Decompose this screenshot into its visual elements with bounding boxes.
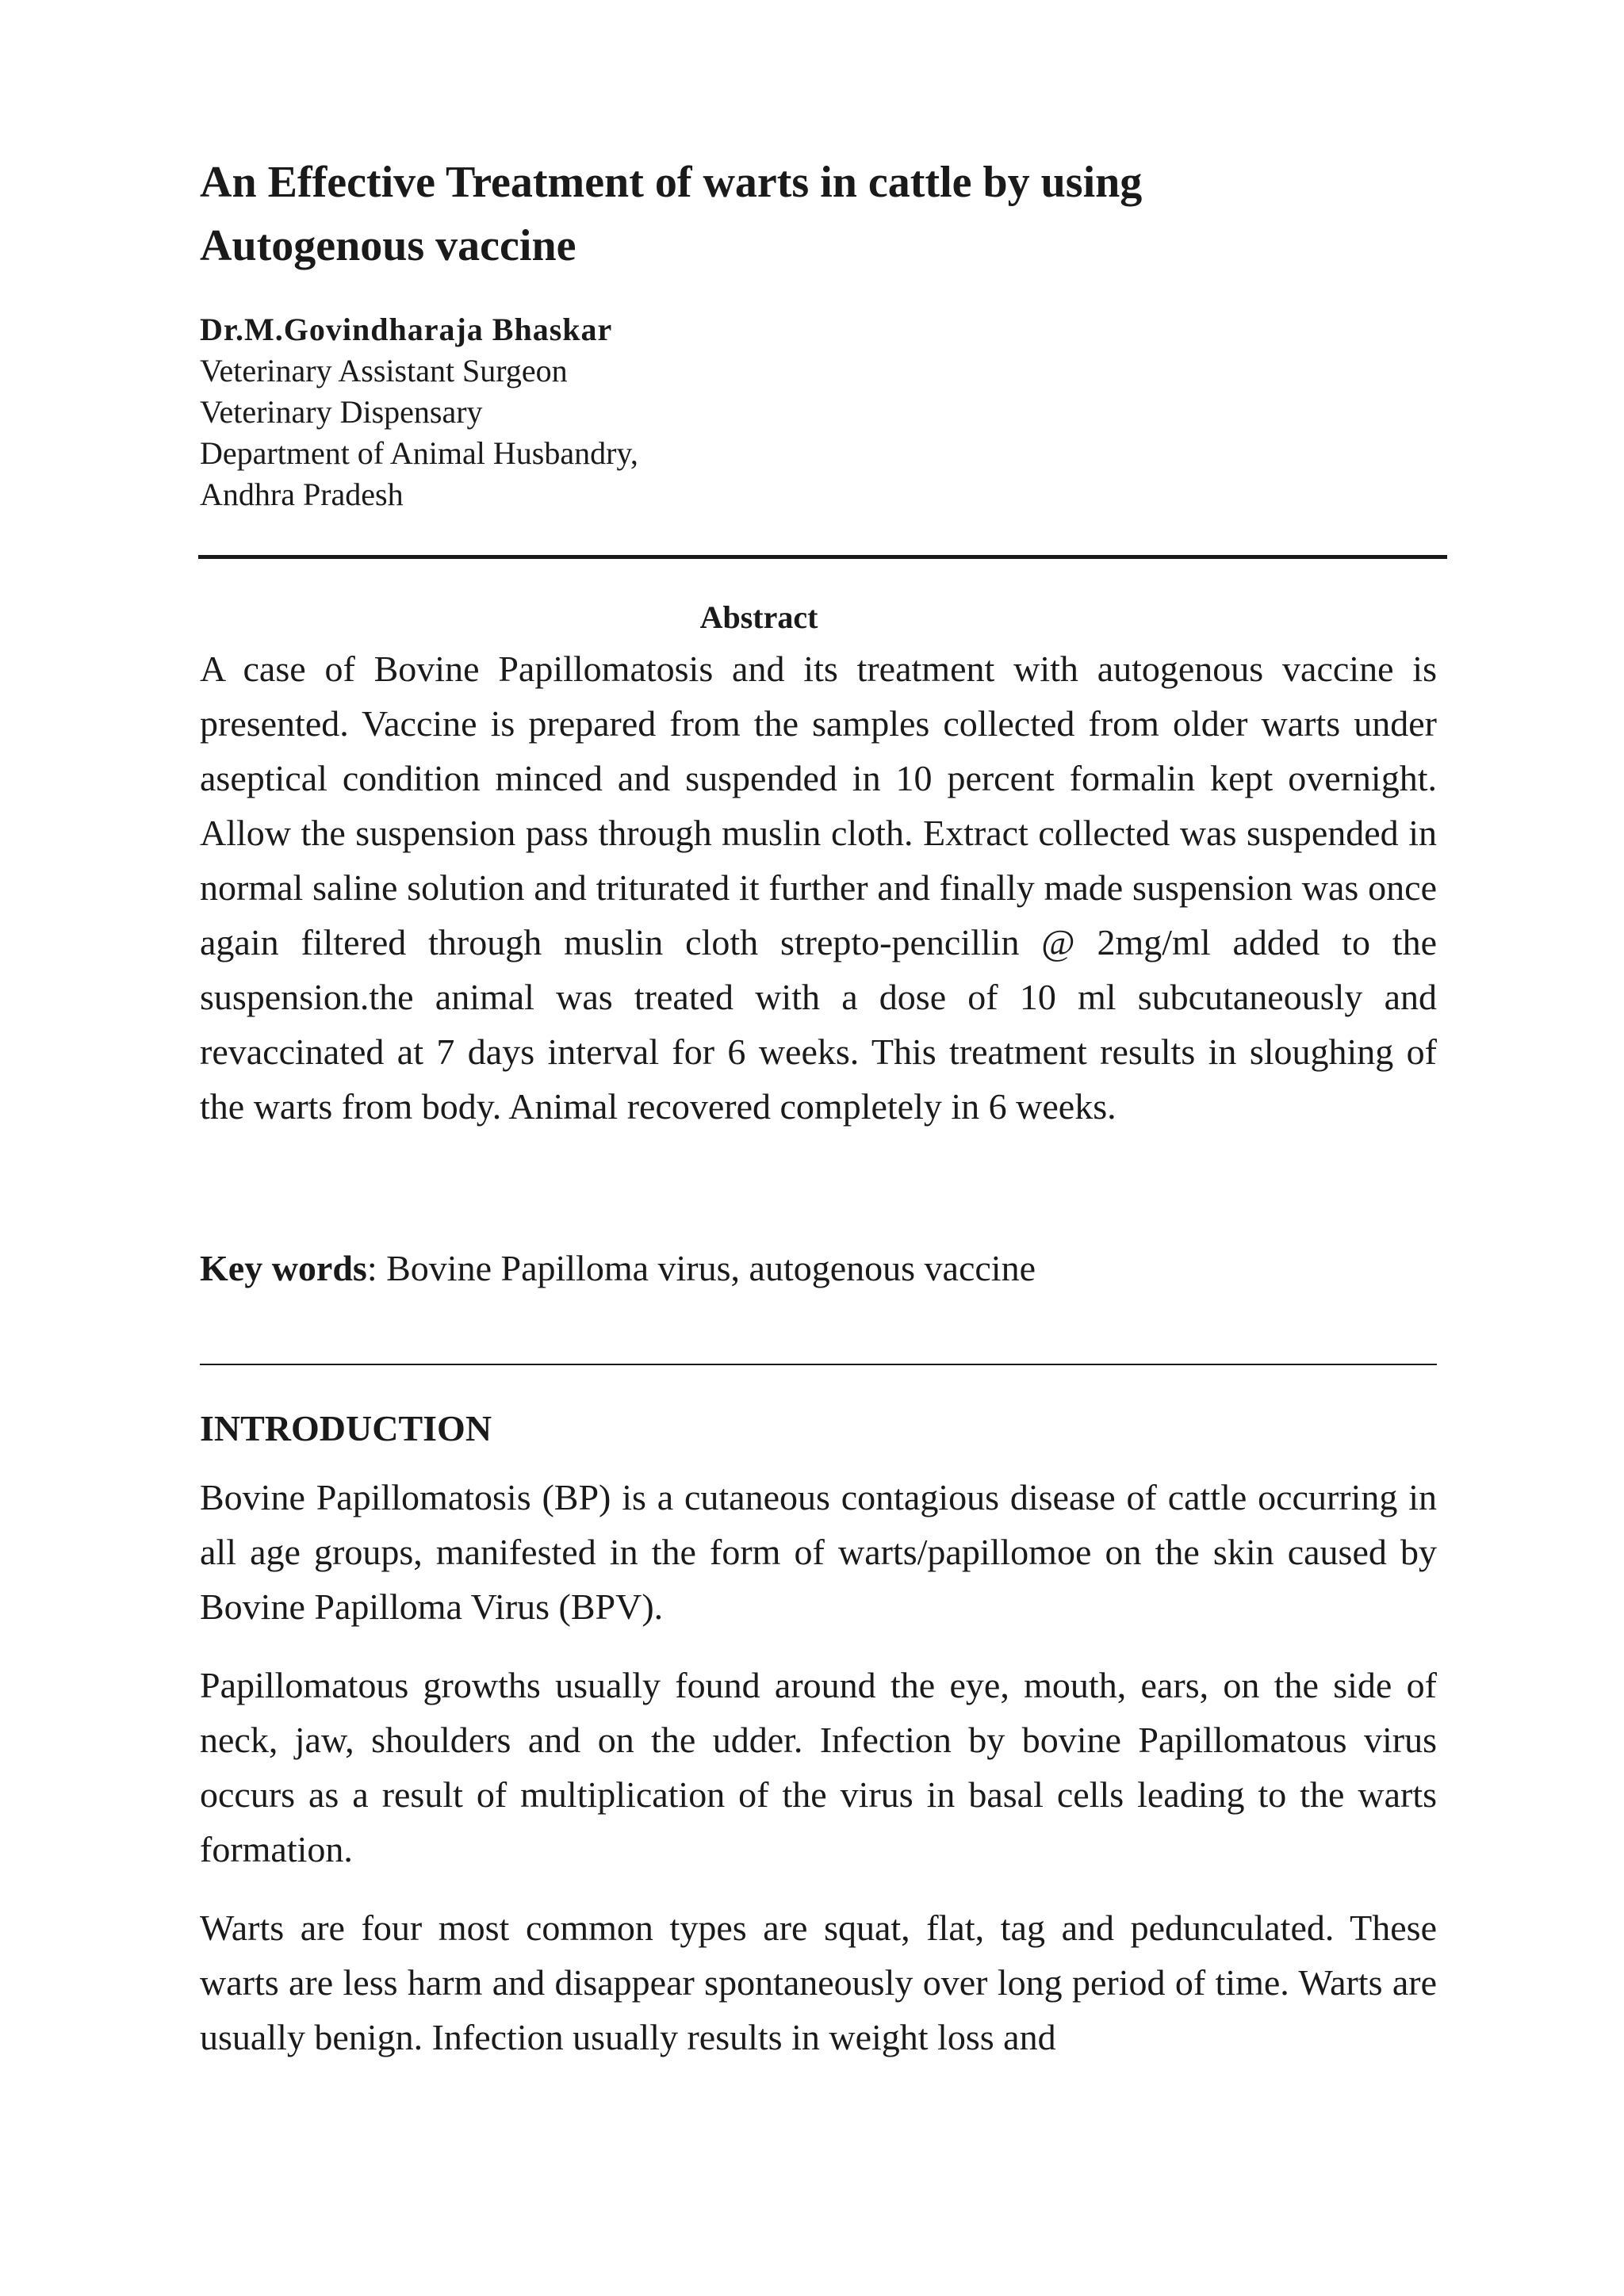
author-affiliation-line: Veterinary Assistant Surgeon — [200, 353, 568, 388]
abstract-heading: Abstract — [699, 599, 818, 635]
section-divider — [200, 1364, 1437, 1365]
author-affiliation-line: Andhra Pradesh — [200, 476, 404, 512]
introduction-paragraph: Bovine Papillomatosis (BP) is a cutaneous contagious disease of cattle occurring in all age groups, manifested in the form of warts/papillomoe on the skin caused by Bovine Papilloma Virus (BPV). — [200, 1477, 1437, 1627]
author-affiliation-line: Veterinary Dispensary — [200, 394, 483, 430]
abstract-text: A case of Bovine Papillomatosis and its treatment with autogenous vaccine is presented. Vaccine is prepared from the samples collected from older warts under aseptical condition minced and suspended in 10 percent formalin kept overnight. Allow the suspension pass through muslin cloth. Extract collected was suspended in normal saline solution and triturated it further and finally made suspension was once again filtered through muslin cloth strepto-pencillin @ 2mg/ml added to the suspension.the animal was treated with a dose of 10 ml subcutaneously and revaccinated at 7 days interval for 6 weeks. This treatment results in sloughing of the warts from body. Animal recovered completely in 6 weeks. — [200, 649, 1437, 1127]
keywords-line — [200, 1245, 1437, 1292]
header-divider — [198, 555, 1447, 559]
keywords-value: Bovine Papilloma virus, autogenous vaccine — [386, 1248, 1036, 1288]
author-name: Dr.M.Govindharaja Bhaskar — [200, 312, 613, 347]
paper-page — [200, 151, 1437, 2064]
introduction-paragraph: Papillomatous growths usually found around the eye, mouth, ears, on the side of neck, jaw, shoulders and on the udder. Infection by bovine Papillomatous virus occurs as a result of multiplication of the virus in basal cells leading to the warts formation. — [200, 1665, 1437, 1869]
keywords-separator: : — [366, 1248, 377, 1288]
introduction-heading: INTRODUCTION — [200, 1408, 492, 1448]
keywords-label: Key words — [200, 1248, 367, 1288]
author-affiliation-line: Department of Animal Husbandry, — [200, 435, 638, 471]
introduction-paragraph: Warts are four most common types are squat, flat, tag and pedunculated. These warts are less harm and disappear spontaneously over long period of time. Warts are usually benign. Infection usually results in weight loss and — [200, 1908, 1437, 2057]
paper-title: An Effective Treatment of warts in cattle by using Autogenous vaccine — [200, 158, 1143, 270]
